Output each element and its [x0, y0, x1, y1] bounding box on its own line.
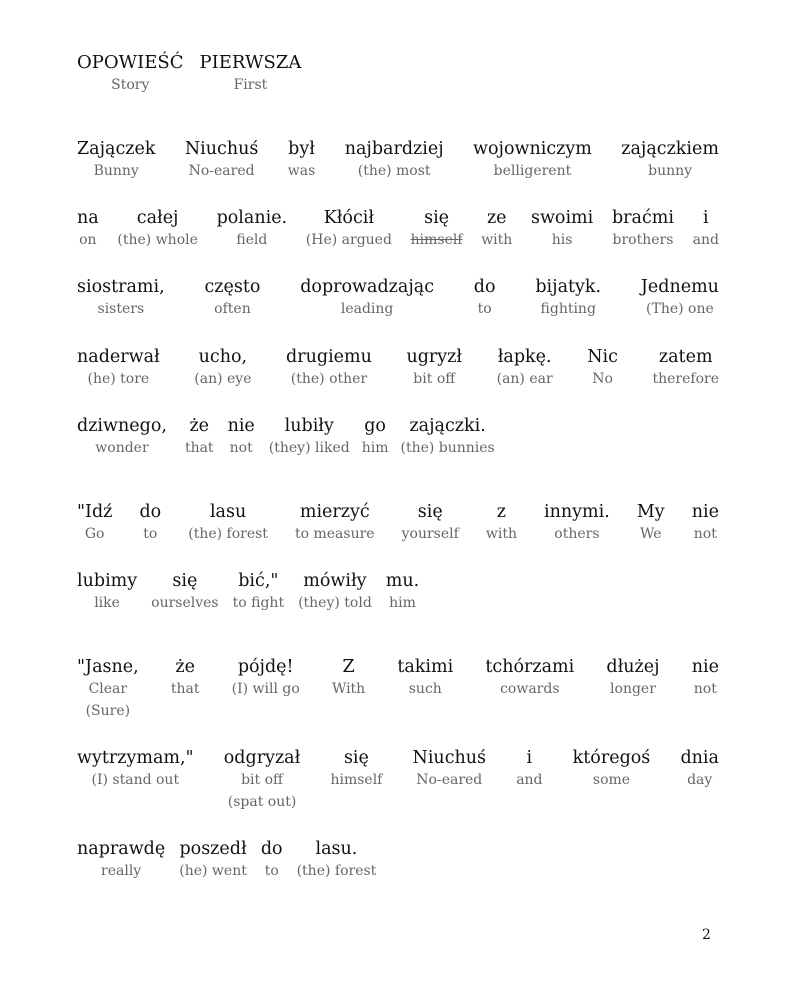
- english-gloss: not: [693, 681, 717, 697]
- english-gloss: (I) stand out: [91, 772, 180, 788]
- text-line: [77, 570, 719, 614]
- word-pair: [300, 276, 434, 320]
- polish-word: odgryzał: [223, 748, 301, 768]
- english-gloss: like: [94, 595, 120, 611]
- word-pair: [330, 747, 382, 791]
- word-pair: [171, 656, 200, 700]
- word-pair: [531, 207, 593, 251]
- polish-word: mówiły: [303, 571, 367, 591]
- text-line: [77, 501, 719, 545]
- polish-word: najbardziej: [344, 139, 444, 159]
- word-pair: [544, 501, 610, 545]
- english-gloss: bit off: [413, 371, 456, 387]
- polish-word: takimi: [397, 657, 454, 677]
- page-number: 2: [702, 927, 711, 943]
- word-pair: [362, 415, 389, 459]
- english-gloss: him: [361, 440, 389, 456]
- word-pair: [680, 747, 719, 791]
- english-gloss: others: [554, 526, 600, 542]
- english-gloss: to: [264, 863, 279, 879]
- word-pair: [151, 570, 218, 614]
- polish-word: Zajączek: [77, 139, 156, 159]
- word-pair: [77, 501, 112, 545]
- polish-word: pójdę!: [237, 657, 294, 677]
- english-gloss: First: [233, 77, 268, 93]
- polish-word: "Idź: [77, 502, 113, 522]
- word-pair: [217, 207, 288, 251]
- word-pair: [612, 207, 674, 251]
- english-gloss: really: [101, 863, 142, 879]
- word-pair: [413, 747, 487, 791]
- english-gloss: (the) whole: [117, 232, 198, 248]
- english-gloss: yourself: [401, 526, 459, 542]
- word-pair: [298, 570, 372, 614]
- polish-word: się: [172, 571, 198, 591]
- english-gloss: Go: [84, 526, 105, 542]
- english-gloss: such: [408, 681, 442, 697]
- polish-word: do: [260, 839, 283, 859]
- polish-word: ucho,: [198, 347, 248, 367]
- text-line: [77, 346, 719, 390]
- polish-word: lasu: [209, 502, 247, 522]
- english-gloss: No-eared: [416, 772, 483, 788]
- polish-word: nie: [691, 502, 719, 522]
- english-gloss: (they) liked: [268, 440, 350, 456]
- english-gloss: leading: [340, 301, 394, 317]
- word-pair: [345, 138, 444, 182]
- word-pair: [637, 501, 665, 545]
- english-gloss: often: [214, 301, 251, 317]
- word-pair: [535, 276, 601, 320]
- polish-word: dziwnego,: [77, 416, 167, 436]
- word-pair: [286, 346, 372, 390]
- polish-word: że: [189, 416, 210, 436]
- polish-word: wytrzymam,": [77, 748, 194, 768]
- english-gloss: (the) bunnies: [400, 440, 495, 456]
- word-pair: [411, 207, 463, 251]
- polish-word: nie: [691, 657, 719, 677]
- english-gloss: that: [184, 440, 214, 456]
- word-pair: [194, 346, 251, 390]
- english-gloss: his: [551, 232, 573, 248]
- polish-word: mu.: [385, 571, 420, 591]
- polish-word: innymi.: [544, 502, 610, 522]
- polish-word: naprawdę: [77, 839, 166, 859]
- word-pair: [474, 276, 496, 320]
- word-pair: [473, 138, 592, 182]
- english-gloss: to fight: [232, 595, 285, 611]
- english-gloss: him: [389, 595, 416, 611]
- story-title: [77, 52, 301, 96]
- text-line: [77, 415, 719, 459]
- english-gloss: sisters: [97, 301, 145, 317]
- word-pair: [332, 656, 365, 700]
- polish-word: że: [175, 657, 195, 677]
- word-pair: [386, 570, 419, 614]
- english-gloss: (I) will go: [231, 681, 300, 697]
- word-pair: [288, 138, 316, 182]
- polish-word: Niuchuś: [184, 139, 259, 159]
- english-gloss: brothers: [612, 232, 674, 248]
- word-pair: [117, 207, 198, 251]
- english-gloss: not: [229, 440, 253, 456]
- polish-word: naderwał: [77, 347, 160, 367]
- english-gloss: No: [592, 371, 613, 387]
- english-gloss: day: [687, 772, 713, 788]
- polish-word: całej: [136, 208, 179, 228]
- english-gloss: (they) told: [298, 595, 372, 611]
- english-gloss: cowards: [500, 681, 560, 697]
- polish-word: drugiemu: [286, 347, 372, 367]
- polish-word: do: [139, 502, 162, 522]
- english-gloss: ourselves: [151, 595, 219, 611]
- english-gloss: was: [287, 163, 316, 179]
- english-gloss: (an) ear: [496, 371, 553, 387]
- polish-word: do: [473, 277, 496, 297]
- word-pair: [297, 838, 377, 882]
- english-gloss: Clear: [88, 681, 128, 697]
- polish-word: poszedł: [179, 839, 247, 859]
- polish-word: Kłócił: [323, 208, 375, 228]
- polish-word: zatem: [658, 347, 713, 367]
- polish-word: lasu.: [315, 839, 358, 859]
- english-gloss: We: [639, 526, 662, 542]
- polish-word: i: [702, 208, 709, 228]
- word-pair: [621, 138, 719, 182]
- english-gloss: not: [693, 526, 717, 542]
- word-pair: [199, 52, 301, 96]
- word-pair: [204, 276, 260, 320]
- english-gloss: bit off: [241, 772, 283, 788]
- polish-word: siostrami,: [77, 277, 165, 297]
- english-gloss: (the) other: [290, 371, 368, 387]
- polish-word: i: [526, 748, 533, 768]
- polish-word: Nic: [587, 347, 618, 367]
- word-pair: [224, 747, 301, 813]
- english-gloss: bunny: [648, 163, 693, 179]
- english-gloss: longer: [610, 681, 656, 697]
- english-gloss: No-eared: [188, 163, 255, 179]
- word-pair: [233, 570, 284, 614]
- polish-word: z: [496, 502, 507, 522]
- english-gloss: some: [592, 772, 631, 788]
- english-gloss: on: [79, 232, 97, 248]
- english-gloss: belligerent: [493, 163, 572, 179]
- english-gloss: therefore: [652, 371, 719, 387]
- polish-word: OPOWIEŚĆ: [77, 52, 184, 73]
- word-pair: [77, 138, 155, 182]
- polish-word: lubimy: [77, 571, 138, 591]
- word-pair: [269, 415, 350, 459]
- word-pair: [77, 276, 165, 320]
- word-pair: [606, 656, 659, 700]
- word-pair: [641, 276, 719, 320]
- english-gloss: fighting: [540, 301, 596, 317]
- polish-word: się: [424, 208, 450, 228]
- english-gloss: (the) most: [357, 163, 431, 179]
- english-gloss: (the) forest: [188, 526, 268, 542]
- polish-word: polanie.: [216, 208, 288, 228]
- word-pair: [185, 415, 214, 459]
- polish-word: Jednemu: [640, 277, 719, 297]
- word-pair: [77, 747, 194, 791]
- text-line: [77, 207, 719, 251]
- word-pair: [400, 415, 494, 459]
- polish-word: tchórzami: [485, 657, 575, 677]
- english-gloss: to: [477, 301, 492, 317]
- word-pair: [481, 207, 512, 251]
- polish-word: PIERWSZA: [199, 52, 302, 73]
- word-pair: [693, 207, 719, 251]
- word-pair: [77, 415, 167, 459]
- polish-word: wojowniczym: [473, 139, 592, 159]
- polish-word: był: [288, 139, 315, 159]
- word-pair: [573, 747, 651, 791]
- word-pair: [485, 656, 574, 700]
- polish-word: bijatyk.: [535, 277, 602, 297]
- polish-word: lubiły: [284, 416, 334, 436]
- english-gloss: (the) forest: [296, 863, 377, 879]
- word-pair: [261, 838, 283, 882]
- polish-word: nie: [227, 416, 255, 436]
- word-pair: [692, 656, 719, 700]
- word-pair: [652, 346, 719, 390]
- polish-word: na: [77, 208, 99, 228]
- english-gloss: (The) one: [646, 301, 714, 317]
- polish-word: któregoś: [572, 748, 651, 768]
- english-gloss-struck: himself: [410, 232, 463, 248]
- polish-word: Niuchuś: [412, 748, 487, 768]
- polish-word: go: [364, 416, 386, 436]
- english-gloss: (He) argued: [305, 232, 392, 248]
- english-gloss: with: [485, 526, 517, 542]
- polish-word: zajączkiem: [621, 139, 719, 159]
- english-gloss: that: [170, 681, 200, 697]
- polish-word: braćmi: [611, 208, 674, 228]
- english-gloss: With: [331, 681, 366, 697]
- word-pair: [179, 838, 247, 882]
- word-pair: [77, 207, 99, 251]
- word-pair: [77, 656, 139, 722]
- polish-word: "Jasne,: [77, 657, 139, 677]
- word-pair: [77, 346, 160, 390]
- word-pair: [587, 346, 618, 390]
- text-line: [77, 747, 719, 813]
- word-pair: [139, 501, 161, 545]
- polish-word: bić,": [238, 571, 279, 591]
- english-gloss: to measure: [294, 526, 375, 542]
- english-gloss: and: [516, 772, 543, 788]
- word-pair: [185, 138, 259, 182]
- english-gloss: to: [143, 526, 158, 542]
- word-pair: [397, 656, 453, 700]
- word-pair: [77, 838, 165, 882]
- english-gloss: himself: [330, 772, 383, 788]
- polish-word: swoimi: [530, 208, 594, 228]
- polish-word: Z: [342, 657, 355, 677]
- english-gloss: wonder: [95, 440, 149, 456]
- polish-word: się: [343, 748, 369, 768]
- polish-word: zajączki.: [409, 416, 486, 436]
- text-line: [77, 138, 719, 182]
- word-pair: [516, 747, 542, 791]
- polish-word: łapkę.: [497, 347, 552, 367]
- polish-word: mierzyć: [299, 502, 370, 522]
- word-pair: [306, 207, 392, 251]
- polish-word: się: [417, 502, 443, 522]
- polish-word: często: [204, 277, 261, 297]
- english-gloss: Story: [111, 77, 150, 93]
- polish-word: ze: [486, 208, 507, 228]
- word-pair: [188, 501, 268, 545]
- word-pair: [232, 656, 300, 700]
- english-gloss: field: [236, 232, 268, 248]
- polish-word: doprowadzając: [300, 277, 434, 297]
- word-pair: [228, 415, 255, 459]
- word-pair: [402, 501, 459, 545]
- english-gloss: with: [481, 232, 513, 248]
- english-gloss: Bunny: [93, 163, 139, 179]
- text-line: [77, 838, 719, 882]
- english-gloss: (an) eye: [194, 371, 252, 387]
- word-pair: [497, 346, 553, 390]
- polish-word: My: [636, 502, 665, 522]
- english-gloss: and: [692, 232, 719, 248]
- text-line: [77, 656, 719, 722]
- word-pair: [692, 501, 719, 545]
- english-gloss: (he) went: [179, 863, 247, 879]
- word-pair: [295, 501, 375, 545]
- word-pair: [486, 501, 517, 545]
- english-gloss-alt: (Sure): [85, 703, 131, 719]
- word-pair: [77, 52, 183, 96]
- polish-word: ugryzł: [406, 347, 463, 367]
- polish-word: dnia: [680, 748, 719, 768]
- polish-word: dłużej: [606, 657, 660, 677]
- word-pair: [77, 570, 137, 614]
- english-gloss-alt: (spat out): [227, 794, 297, 810]
- text-line: [77, 276, 719, 320]
- word-pair: [406, 346, 462, 390]
- english-gloss: (he) tore: [87, 371, 150, 387]
